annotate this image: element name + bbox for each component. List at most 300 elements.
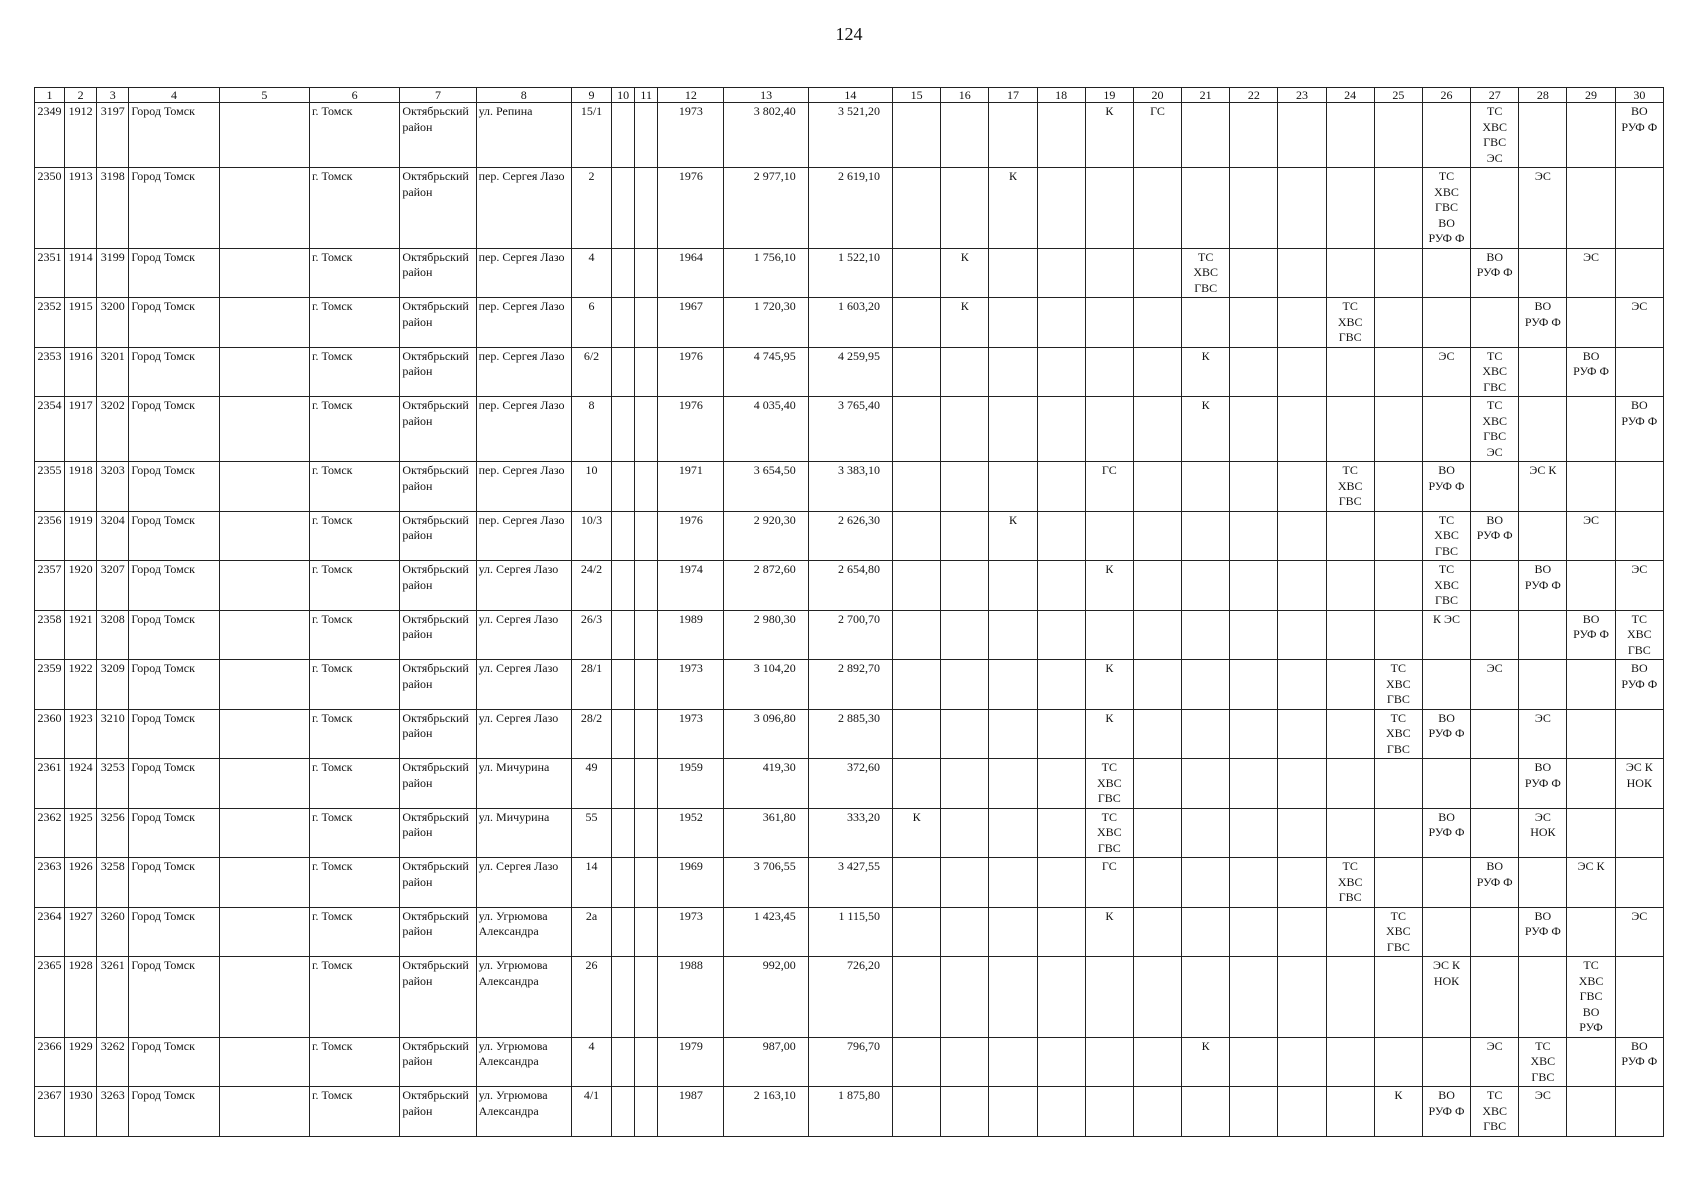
cell-area: 3 654,50 [724, 462, 808, 512]
cell-c10 [612, 561, 635, 611]
cell-house: 28/2 [571, 709, 611, 759]
column-header: 29 [1567, 88, 1615, 103]
cell-area: 3 104,20 [724, 660, 808, 710]
cell-district: Октябрьский район [400, 511, 476, 561]
cell-c22 [1230, 561, 1278, 611]
table-row [35, 957, 1664, 1038]
cell-c27: ТС ХВС ГВС ЭС [1471, 397, 1519, 462]
cell-c21 [1182, 1087, 1230, 1137]
cell-street: ул. Сергея Лазо [476, 660, 571, 710]
cell-c23 [1278, 462, 1326, 512]
cell-c19 [1085, 248, 1133, 298]
cell-c15 [893, 347, 941, 397]
cell-area2: 2 885,30 [808, 709, 892, 759]
cell-c20 [1133, 858, 1181, 908]
column-header: 20 [1133, 88, 1181, 103]
cell-c18 [1037, 858, 1085, 908]
column-header: 2 [65, 88, 97, 103]
cell-c20 [1133, 511, 1181, 561]
cell-c11 [635, 561, 658, 611]
cell-c15 [893, 462, 941, 512]
cell-c20 [1133, 561, 1181, 611]
cell-c21 [1182, 298, 1230, 348]
table-row [35, 1037, 1664, 1087]
cell-area2: 2 619,10 [808, 168, 892, 249]
cell-c19: К [1085, 561, 1133, 611]
cell-c25 [1374, 561, 1422, 611]
cell-c17 [989, 759, 1037, 809]
cell-code: 3209 [97, 660, 129, 710]
cell-street: ул. Репина [476, 103, 571, 168]
cell-c5 [219, 397, 309, 462]
cell-c27: ВО РУФ Ф [1471, 858, 1519, 908]
cell-c23 [1278, 347, 1326, 397]
cell-c25 [1374, 168, 1422, 249]
cell-c26 [1422, 759, 1470, 809]
cell-code: 3261 [97, 957, 129, 1038]
cell-c16 [941, 808, 989, 858]
cell-area2: 1 875,80 [808, 1087, 892, 1137]
cell-c27 [1471, 709, 1519, 759]
cell-id: 2363 [35, 858, 65, 908]
cell-id: 2350 [35, 168, 65, 249]
cell-n: 1917 [65, 397, 97, 462]
cell-street: ул. Угрюмова Александра [476, 1037, 571, 1087]
cell-code: 3199 [97, 248, 129, 298]
cell-c18 [1037, 561, 1085, 611]
cell-c11 [635, 660, 658, 710]
cell-c24 [1326, 808, 1374, 858]
cell-city: г. Томск [309, 808, 399, 858]
cell-c24 [1326, 511, 1374, 561]
cell-id: 2360 [35, 709, 65, 759]
cell-c16 [941, 957, 989, 1038]
cell-c11 [635, 759, 658, 809]
cell-street: ул. Мичурина [476, 808, 571, 858]
cell-c10 [612, 808, 635, 858]
cell-c30: ВО РУФ Ф [1615, 660, 1663, 710]
cell-c17 [989, 1037, 1037, 1087]
cell-region: Город Томск [129, 1087, 219, 1137]
page-number: 124 [835, 24, 863, 44]
cell-c11 [635, 907, 658, 957]
cell-code: 3258 [97, 858, 129, 908]
cell-district: Октябрьский район [400, 462, 476, 512]
cell-c28 [1519, 103, 1567, 168]
cell-c27 [1471, 561, 1519, 611]
cell-c29: ЭС К [1567, 858, 1615, 908]
cell-house: 24/2 [571, 561, 611, 611]
table-row [35, 610, 1664, 660]
cell-c22 [1230, 660, 1278, 710]
cell-area2: 1 115,50 [808, 907, 892, 957]
cell-c26: ВО РУФ Ф [1422, 462, 1470, 512]
cell-c5 [219, 168, 309, 249]
cell-c24: ТС ХВС ГВС [1326, 298, 1374, 348]
column-header: 6 [309, 88, 399, 103]
cell-c26: ЭС К НОК [1422, 957, 1470, 1038]
cell-c22 [1230, 298, 1278, 348]
cell-c24 [1326, 1037, 1374, 1087]
cell-year: 1976 [658, 397, 724, 462]
cell-district: Октябрьский район [400, 1037, 476, 1087]
cell-region: Город Томск [129, 709, 219, 759]
cell-year: 1971 [658, 462, 724, 512]
cell-c30: ЭС К НОК [1615, 759, 1663, 809]
cell-c15 [893, 103, 941, 168]
cell-city: г. Томск [309, 168, 399, 249]
cell-c24 [1326, 397, 1374, 462]
cell-c21 [1182, 858, 1230, 908]
cell-c10 [612, 1037, 635, 1087]
cell-c17 [989, 561, 1037, 611]
cell-c5 [219, 462, 309, 512]
cell-c22 [1230, 168, 1278, 249]
cell-c29 [1567, 759, 1615, 809]
cell-c25 [1374, 462, 1422, 512]
cell-street: ул. Угрюмова Александра [476, 957, 571, 1038]
cell-c30 [1615, 957, 1663, 1038]
cell-n: 1913 [65, 168, 97, 249]
cell-street: пер. Сергея Лазо [476, 298, 571, 348]
cell-c15 [893, 610, 941, 660]
cell-district: Октябрьский район [400, 907, 476, 957]
column-header: 7 [400, 88, 476, 103]
cell-n: 1923 [65, 709, 97, 759]
cell-c30 [1615, 1087, 1663, 1137]
cell-c30 [1615, 858, 1663, 908]
cell-c18 [1037, 511, 1085, 561]
cell-c24 [1326, 561, 1374, 611]
column-header: 14 [808, 88, 892, 103]
cell-year: 1952 [658, 808, 724, 858]
cell-c25 [1374, 248, 1422, 298]
cell-c20 [1133, 248, 1181, 298]
cell-area2: 2 626,30 [808, 511, 892, 561]
cell-c27 [1471, 759, 1519, 809]
cell-c21 [1182, 660, 1230, 710]
cell-c15 [893, 248, 941, 298]
cell-c29 [1567, 1037, 1615, 1087]
cell-c24 [1326, 168, 1374, 249]
cell-c5 [219, 610, 309, 660]
cell-year: 1974 [658, 561, 724, 611]
cell-c23 [1278, 397, 1326, 462]
cell-c30: ЭС [1615, 561, 1663, 611]
cell-c17 [989, 660, 1037, 710]
cell-city: г. Томск [309, 248, 399, 298]
cell-id: 2352 [35, 298, 65, 348]
cell-area2: 1 522,10 [808, 248, 892, 298]
cell-year: 1973 [658, 907, 724, 957]
cell-code: 3200 [97, 298, 129, 348]
cell-n: 1927 [65, 907, 97, 957]
cell-c15 [893, 907, 941, 957]
cell-house: 55 [571, 808, 611, 858]
cell-house: 49 [571, 759, 611, 809]
cell-c28: ВО РУФ Ф [1519, 298, 1567, 348]
cell-n: 1914 [65, 248, 97, 298]
cell-c26 [1422, 1037, 1470, 1087]
cell-c25 [1374, 511, 1422, 561]
cell-c10 [612, 709, 635, 759]
cell-city: г. Томск [309, 1037, 399, 1087]
cell-c5 [219, 561, 309, 611]
cell-c24: ТС ХВС ГВС [1326, 462, 1374, 512]
cell-c29 [1567, 462, 1615, 512]
cell-code: 3262 [97, 1037, 129, 1087]
cell-c19 [1085, 610, 1133, 660]
cell-region: Город Томск [129, 610, 219, 660]
cell-n: 1922 [65, 660, 97, 710]
cell-c5 [219, 660, 309, 710]
cell-c19: К [1085, 907, 1133, 957]
cell-area2: 726,20 [808, 957, 892, 1038]
cell-c15 [893, 660, 941, 710]
cell-district: Октябрьский район [400, 858, 476, 908]
cell-c16 [941, 1087, 989, 1137]
cell-c20 [1133, 808, 1181, 858]
column-header: 11 [635, 88, 658, 103]
cell-c20 [1133, 660, 1181, 710]
cell-c18 [1037, 462, 1085, 512]
cell-year: 1969 [658, 858, 724, 908]
cell-c19 [1085, 511, 1133, 561]
cell-c26 [1422, 248, 1470, 298]
cell-c17 [989, 103, 1037, 168]
cell-c21: К [1182, 347, 1230, 397]
cell-c22 [1230, 709, 1278, 759]
cell-c17 [989, 858, 1037, 908]
cell-c26: ТС ХВС ГВС ВО РУФ Ф [1422, 168, 1470, 249]
cell-year: 1959 [658, 759, 724, 809]
cell-c29 [1567, 709, 1615, 759]
cell-year: 1989 [658, 610, 724, 660]
cell-c22 [1230, 511, 1278, 561]
cell-c29: ТС ХВС ГВС ВО РУФ [1567, 957, 1615, 1038]
cell-city: г. Томск [309, 759, 399, 809]
cell-id: 2366 [35, 1037, 65, 1087]
cell-c5 [219, 858, 309, 908]
cell-c22 [1230, 103, 1278, 168]
cell-c11 [635, 462, 658, 512]
cell-c27 [1471, 168, 1519, 249]
cell-city: г. Томск [309, 561, 399, 611]
cell-n: 1918 [65, 462, 97, 512]
cell-c25: ТС ХВС ГВС [1374, 660, 1422, 710]
table-row [35, 397, 1664, 462]
cell-c28 [1519, 397, 1567, 462]
cell-area2: 3 521,20 [808, 103, 892, 168]
cell-id: 2358 [35, 610, 65, 660]
cell-c11 [635, 248, 658, 298]
cell-c16 [941, 709, 989, 759]
cell-city: г. Томск [309, 1087, 399, 1137]
cell-c26 [1422, 103, 1470, 168]
cell-c17 [989, 248, 1037, 298]
cell-c29 [1567, 660, 1615, 710]
cell-c10 [612, 907, 635, 957]
cell-c25: ТС ХВС ГВС [1374, 709, 1422, 759]
cell-n: 1919 [65, 511, 97, 561]
cell-code: 3253 [97, 759, 129, 809]
cell-c19: К [1085, 709, 1133, 759]
cell-c27: ТС ХВС ГВС [1471, 1087, 1519, 1137]
cell-c11 [635, 1087, 658, 1137]
cell-area: 2 920,30 [724, 511, 808, 561]
cell-year: 1964 [658, 248, 724, 298]
cell-c29 [1567, 168, 1615, 249]
cell-city: г. Томск [309, 858, 399, 908]
cell-c24 [1326, 610, 1374, 660]
cell-district: Октябрьский район [400, 808, 476, 858]
cell-c28: ВО РУФ Ф [1519, 759, 1567, 809]
cell-street: ул. Сергея Лазо [476, 610, 571, 660]
cell-c5 [219, 1037, 309, 1087]
cell-c17 [989, 347, 1037, 397]
cell-n: 1926 [65, 858, 97, 908]
column-header: 22 [1230, 88, 1278, 103]
cell-c21 [1182, 561, 1230, 611]
cell-c18 [1037, 168, 1085, 249]
cell-c26: К ЭС [1422, 610, 1470, 660]
cell-c26 [1422, 298, 1470, 348]
cell-c10 [612, 248, 635, 298]
cell-street: ул. Угрюмова Александра [476, 1087, 571, 1137]
cell-c21 [1182, 511, 1230, 561]
cell-n: 1912 [65, 103, 97, 168]
column-header: 23 [1278, 88, 1326, 103]
cell-c25 [1374, 957, 1422, 1038]
cell-c22 [1230, 759, 1278, 809]
cell-c20 [1133, 347, 1181, 397]
table-row [35, 759, 1664, 809]
cell-n: 1929 [65, 1037, 97, 1087]
cell-house: 8 [571, 397, 611, 462]
cell-street: ул. Мичурина [476, 759, 571, 809]
cell-id: 2359 [35, 660, 65, 710]
cell-c25 [1374, 397, 1422, 462]
cell-code: 3263 [97, 1087, 129, 1137]
cell-c19 [1085, 397, 1133, 462]
cell-c28 [1519, 248, 1567, 298]
table-row [35, 103, 1664, 168]
cell-c17 [989, 610, 1037, 660]
cell-c20 [1133, 298, 1181, 348]
cell-c18 [1037, 709, 1085, 759]
cell-c20 [1133, 759, 1181, 809]
cell-c27 [1471, 957, 1519, 1038]
cell-c11 [635, 1037, 658, 1087]
cell-street: ул. Сергея Лазо [476, 858, 571, 908]
cell-c15 [893, 397, 941, 462]
cell-c11 [635, 397, 658, 462]
cell-c5 [219, 957, 309, 1038]
cell-c19 [1085, 347, 1133, 397]
column-header: 5 [219, 88, 309, 103]
cell-c5 [219, 248, 309, 298]
cell-house: 4 [571, 1037, 611, 1087]
cell-c5 [219, 907, 309, 957]
cell-c29: ВО РУФ Ф [1567, 347, 1615, 397]
cell-district: Октябрьский район [400, 660, 476, 710]
cell-c28: ЭС К [1519, 462, 1567, 512]
cell-code: 3210 [97, 709, 129, 759]
cell-c5 [219, 347, 309, 397]
table-row [35, 248, 1664, 298]
cell-c22 [1230, 808, 1278, 858]
cell-c17: К [989, 168, 1037, 249]
cell-c30: ВО РУФ Ф [1615, 1037, 1663, 1087]
cell-c15 [893, 1087, 941, 1137]
cell-area2: 2 892,70 [808, 660, 892, 710]
cell-c28: ВО РУФ Ф [1519, 561, 1567, 611]
cell-c10 [612, 168, 635, 249]
cell-c19: ТС ХВС ГВС [1085, 808, 1133, 858]
cell-c15 [893, 709, 941, 759]
cell-c16 [941, 610, 989, 660]
table-body [35, 103, 1664, 1137]
cell-c26: ТС ХВС ГВС [1422, 511, 1470, 561]
cell-c30: ВО РУФ Ф [1615, 103, 1663, 168]
cell-c5 [219, 1087, 309, 1137]
cell-c18 [1037, 957, 1085, 1038]
cell-c28: ЭС [1519, 1087, 1567, 1137]
cell-n: 1915 [65, 298, 97, 348]
cell-area: 419,30 [724, 759, 808, 809]
cell-house: 4 [571, 248, 611, 298]
cell-c5 [219, 103, 309, 168]
cell-c16 [941, 462, 989, 512]
cell-c11 [635, 168, 658, 249]
cell-district: Октябрьский район [400, 709, 476, 759]
cell-district: Октябрьский район [400, 1087, 476, 1137]
cell-c21 [1182, 610, 1230, 660]
cell-year: 1973 [658, 103, 724, 168]
cell-year: 1973 [658, 709, 724, 759]
column-header: 12 [658, 88, 724, 103]
cell-area: 2 977,10 [724, 168, 808, 249]
cell-c17 [989, 957, 1037, 1038]
cell-c20 [1133, 1037, 1181, 1087]
cell-city: г. Томск [309, 907, 399, 957]
cell-street: ул. Сергея Лазо [476, 709, 571, 759]
cell-c19 [1085, 957, 1133, 1038]
cell-c18 [1037, 660, 1085, 710]
cell-year: 1988 [658, 957, 724, 1038]
cell-c17: К [989, 511, 1037, 561]
cell-c27 [1471, 808, 1519, 858]
cell-c15 [893, 759, 941, 809]
column-header: 24 [1326, 88, 1374, 103]
cell-city: г. Томск [309, 298, 399, 348]
cell-city: г. Томск [309, 103, 399, 168]
cell-c27 [1471, 298, 1519, 348]
cell-c21 [1182, 957, 1230, 1038]
cell-street: пер. Сергея Лазо [476, 168, 571, 249]
housing-register-table [34, 87, 1664, 1137]
cell-area: 4 745,95 [724, 347, 808, 397]
cell-area2: 3 427,55 [808, 858, 892, 908]
cell-house: 10/3 [571, 511, 611, 561]
column-header: 4 [129, 88, 219, 103]
cell-c24 [1326, 907, 1374, 957]
cell-area2: 2 700,70 [808, 610, 892, 660]
column-header: 15 [893, 88, 941, 103]
cell-c21 [1182, 907, 1230, 957]
cell-street: пер. Сергея Лазо [476, 511, 571, 561]
cell-area2: 3 765,40 [808, 397, 892, 462]
